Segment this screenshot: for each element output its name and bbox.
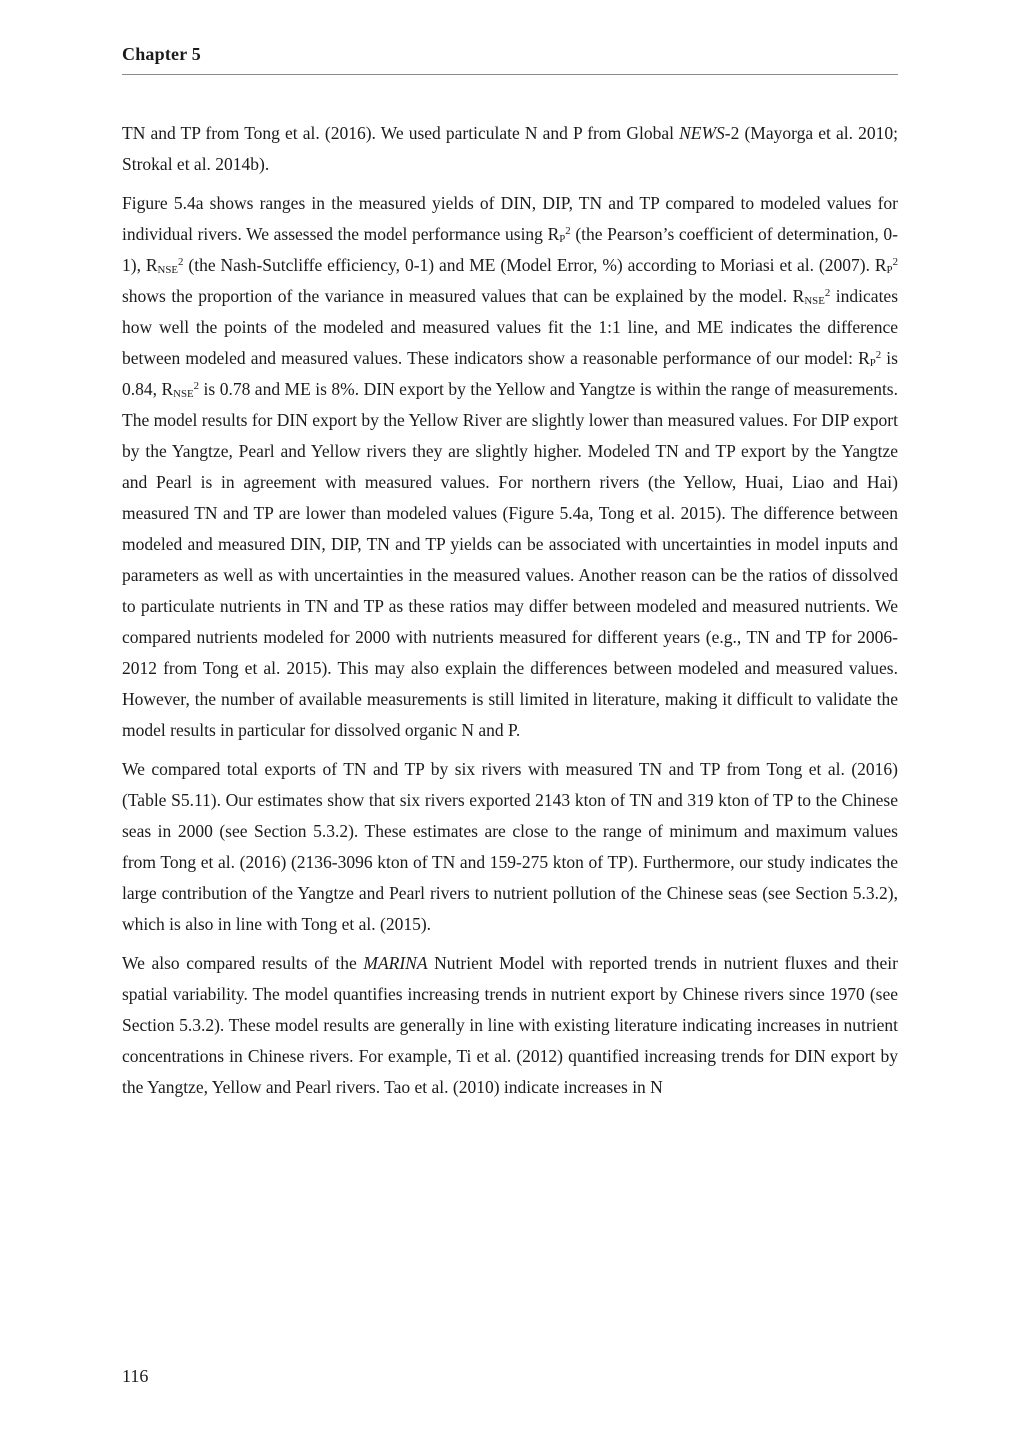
paragraph: TN and TP from Tong et al. (2016). We used particulate N and P from Global NEWS-2 (Mayorga et al. 2010; Strokal et al. 2014b). [122,123,898,174]
page-body [122,118,898,1103]
running-header [122,44,898,75]
paragraph: We compared total exports of TN and TP by six rivers with measured TN and TP from Tong et al. (2016) (Table S5.11). Our estimates show that six rivers exported 2143 kton of TN and 319 kton of TP to the Chinese seas in 2000 (see Section 5.3.2). These estimates are close to the range of minimum and maximum values from Tong et al. (2016) (2136-3096 kton of TN and 159-275 kton of TP). Furthermore, our study indicates the large contribution of the Yangtze and Pearl rivers to nutrient pollution of the Chinese seas (see Section 5.3.2), which is also in line with Tong et al. (2015). [122,759,898,934]
paragraph: We also compared results of the MARINA Nutrient Model with reported trends in nutrient fluxes and their spatial variability. The model quantifies increasing trends in nutrient export by Chinese rivers since 1970 (see Section 5.3.2). These model results are generally in line with existing literature indicating increases in nutrient concentrations in Chinese rivers. For example, Ti et al. (2012) quantified increasing trends for DIN export by the Yangtze, Yellow and Pearl rivers. Tao et al. (2010) indicate increases in N [122,953,898,1097]
page-footer [122,1366,148,1387]
paragraph: Figure 5.4a shows ranges in the measured yields of DIN, DIP, TN and TP compared to modeled values for individual rivers. We assessed the model performance using $R_P^2$ (the Pearson’s coefficient of determination, 0-1), $R_{NSE}^2$ (the Nash-Sutcliffe efficiency, 0-1) and ME (Model Error, %) according to Moriasi et al. (2007). $R_P^2$ shows the proportion of the variance in measured values that can be explained by the model. $R_{NSE}^2$ indicates how well the points of the modeled and measured values fit the 1:1 line, and ME indicates the difference between modeled and measured values. These indicators show a reasonable performance of our model: $R_P^2$ is 0.84, $R_{NSE}^2$ is 0.78 and ME is 8%. DIN export by the Yellow and Yangtze is within the range of measurements. The model results for DIN export by the Yellow River are slightly lower than measured values. For DIP export by the Yangtze, Pearl and Yellow rivers they are slightly higher. Modeled TN and TP export by the Yangtze and Pearl is in agreement with measured values. For northern rivers (the Yellow, Huai, Liao and Hai) measured TN and TP are lower than modeled values (Figure 5.4a, Tong et al. 2015). The difference between modeled and measured DIN, DIP, TN and TP yields can be associated with uncertainties in model inputs and parameters as well as with uncertainties in the measured values. Another reason can be the ratios of dissolved to particulate nutrients in TN and TP as these ratios may differ between modeled and measured nutrients. We compared nutrients modeled for 2000 with nutrients measured for different years (e.g., TN and TP for 2006-2012 from Tong et al. 2015). This may also explain the differences between modeled and measured values. However, the number of available measurements is still limited in literature, making it difficult to validate the model results in particular for dissolved organic N and P. [122,193,899,740]
chapter-label: Chapter 5 [122,44,201,64]
page-number: 116 [122,1366,149,1386]
